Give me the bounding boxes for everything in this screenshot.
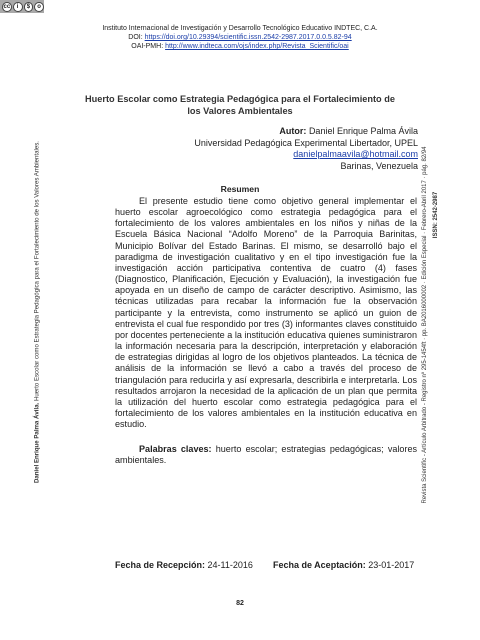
- author-name: Daniel Enrique Palma Ávila: [308, 126, 418, 136]
- author-line: [160, 126, 418, 138]
- doi-link[interactable]: https://doi.org/10.29394/scientific.issn.2542-2987.2017.0.0.5.82-94: [144, 34, 352, 41]
- abstract-text: El presente estudio tiene como objetivo general implementar el huerto escolar agroecológico como estrategia pedagógica para el fortalecimiento de los valores ambientales en los niños y niñas de la Escuela Básica Nacional “Adolfo Moreno” de la Parroquia Barinitas, Municipio Bolívar del Estado Barinas. El mismo, se desarrolló bajo el paradigma de investigación cualitativo y en el tipo investigación fue la investigación acción participativa contentiva de cuatro (4) fases (Diagnostico, Planificación, Ejecución y Evaluación), la investigación fue apoyada en un diseño de campo de carácter descriptivo. Asimismo, las técnicas utilizadas para recabar la información fue la observación participante y la entrevista, como instrumento se aplicó un guion de entrevista el cual fue respondido por tres (3) informantes claves constituido por docentes perteneciente a la institución educativa quienes suministraron la información necesaria para la descripción, interpretación y elaboración de estrategias dirigidas al logro de los objetivos planteados. La técnica de análisis de la información se llevó a cabo a través del proceso de triangulación para reducirla y así expresarla, describirla e interpretarla. Los resultados arrojaron la necesidad de la aplicación de un plan que permita la utilización del huerto escolar como estrategia pedagógica para el fortalecimiento de los valores ambientales en la institución educativa en estudio.: [115, 196, 417, 430]
- acceptance-date: [273, 560, 414, 570]
- right-margin-journal-line: Revista Scientific - Artículo Arbitrado - Registro nº 295-1454ft · pp. BA2016000002 · Edición Especial · Febrero-Abril 2017 · pág. 82/94: [422, 146, 428, 504]
- keywords: [115, 444, 417, 466]
- by-attribution-icon: i: [13, 2, 23, 12]
- abstract-heading: Resumen: [220, 184, 260, 194]
- oai-link[interactable]: http://www.indteca.com/ojs/index.php/Revista_Scientific/oai: [165, 43, 349, 50]
- left-margin-author: Daniel Enrique Palma Ávila.: [33, 402, 41, 483]
- author-block: [160, 126, 418, 172]
- author-location: Barinas, Venezuela: [340, 160, 418, 171]
- oai-line: [0, 42, 480, 51]
- article-title: Huerto Escolar como Estrategia Pedagógica para el Fortalecimiento de los Valores Ambientales: [85, 94, 395, 116]
- reception-label: Fecha de Recepción:: [115, 560, 206, 570]
- institute-name: Instituto Internacional de Investigación y Desarrollo Tecnológico Educativo INDTEC, C.A.: [102, 25, 378, 32]
- left-margin-running-title: [34, 141, 41, 483]
- keywords-label: Palabras claves:: [139, 444, 212, 454]
- noncommercial-icon: $: [24, 2, 34, 12]
- sharealike-icon: o: [34, 2, 44, 12]
- oai-label: OAI-PMH:: [131, 43, 166, 50]
- acceptance-value: 23-01-2017: [365, 560, 415, 570]
- reception-date: [115, 560, 253, 570]
- issn-label: ISSN:: [433, 220, 439, 239]
- right-margin-issn: [433, 192, 439, 238]
- page-header: [0, 24, 480, 51]
- doi-line: [0, 33, 480, 42]
- acceptance-label: Fecha de Aceptación:: [273, 560, 366, 570]
- author-affiliation: Universidad Pedagógica Experimental Libertador, UPEL: [194, 137, 418, 148]
- reception-value: 24-11-2016: [205, 560, 253, 570]
- author-label: Autor:: [279, 126, 307, 136]
- doi-label: DOI:: [128, 34, 145, 41]
- license-badge[interactable]: [0, 0, 44, 13]
- issn-value: 2542-2987: [433, 191, 439, 221]
- page-number: 82: [236, 600, 244, 607]
- author-email[interactable]: danielpalmaavila@hotmail.com: [293, 149, 418, 159]
- left-margin-text: Huerto Escolar como Estrategia Pedagógica para el Fortalecimiento de los Valores Ambientales.: [33, 141, 41, 403]
- creative-commons-icon: cc: [3, 3, 11, 10]
- keywords-text: huerto escolar; estrategias pedagógicas; valores ambientales.: [115, 444, 417, 466]
